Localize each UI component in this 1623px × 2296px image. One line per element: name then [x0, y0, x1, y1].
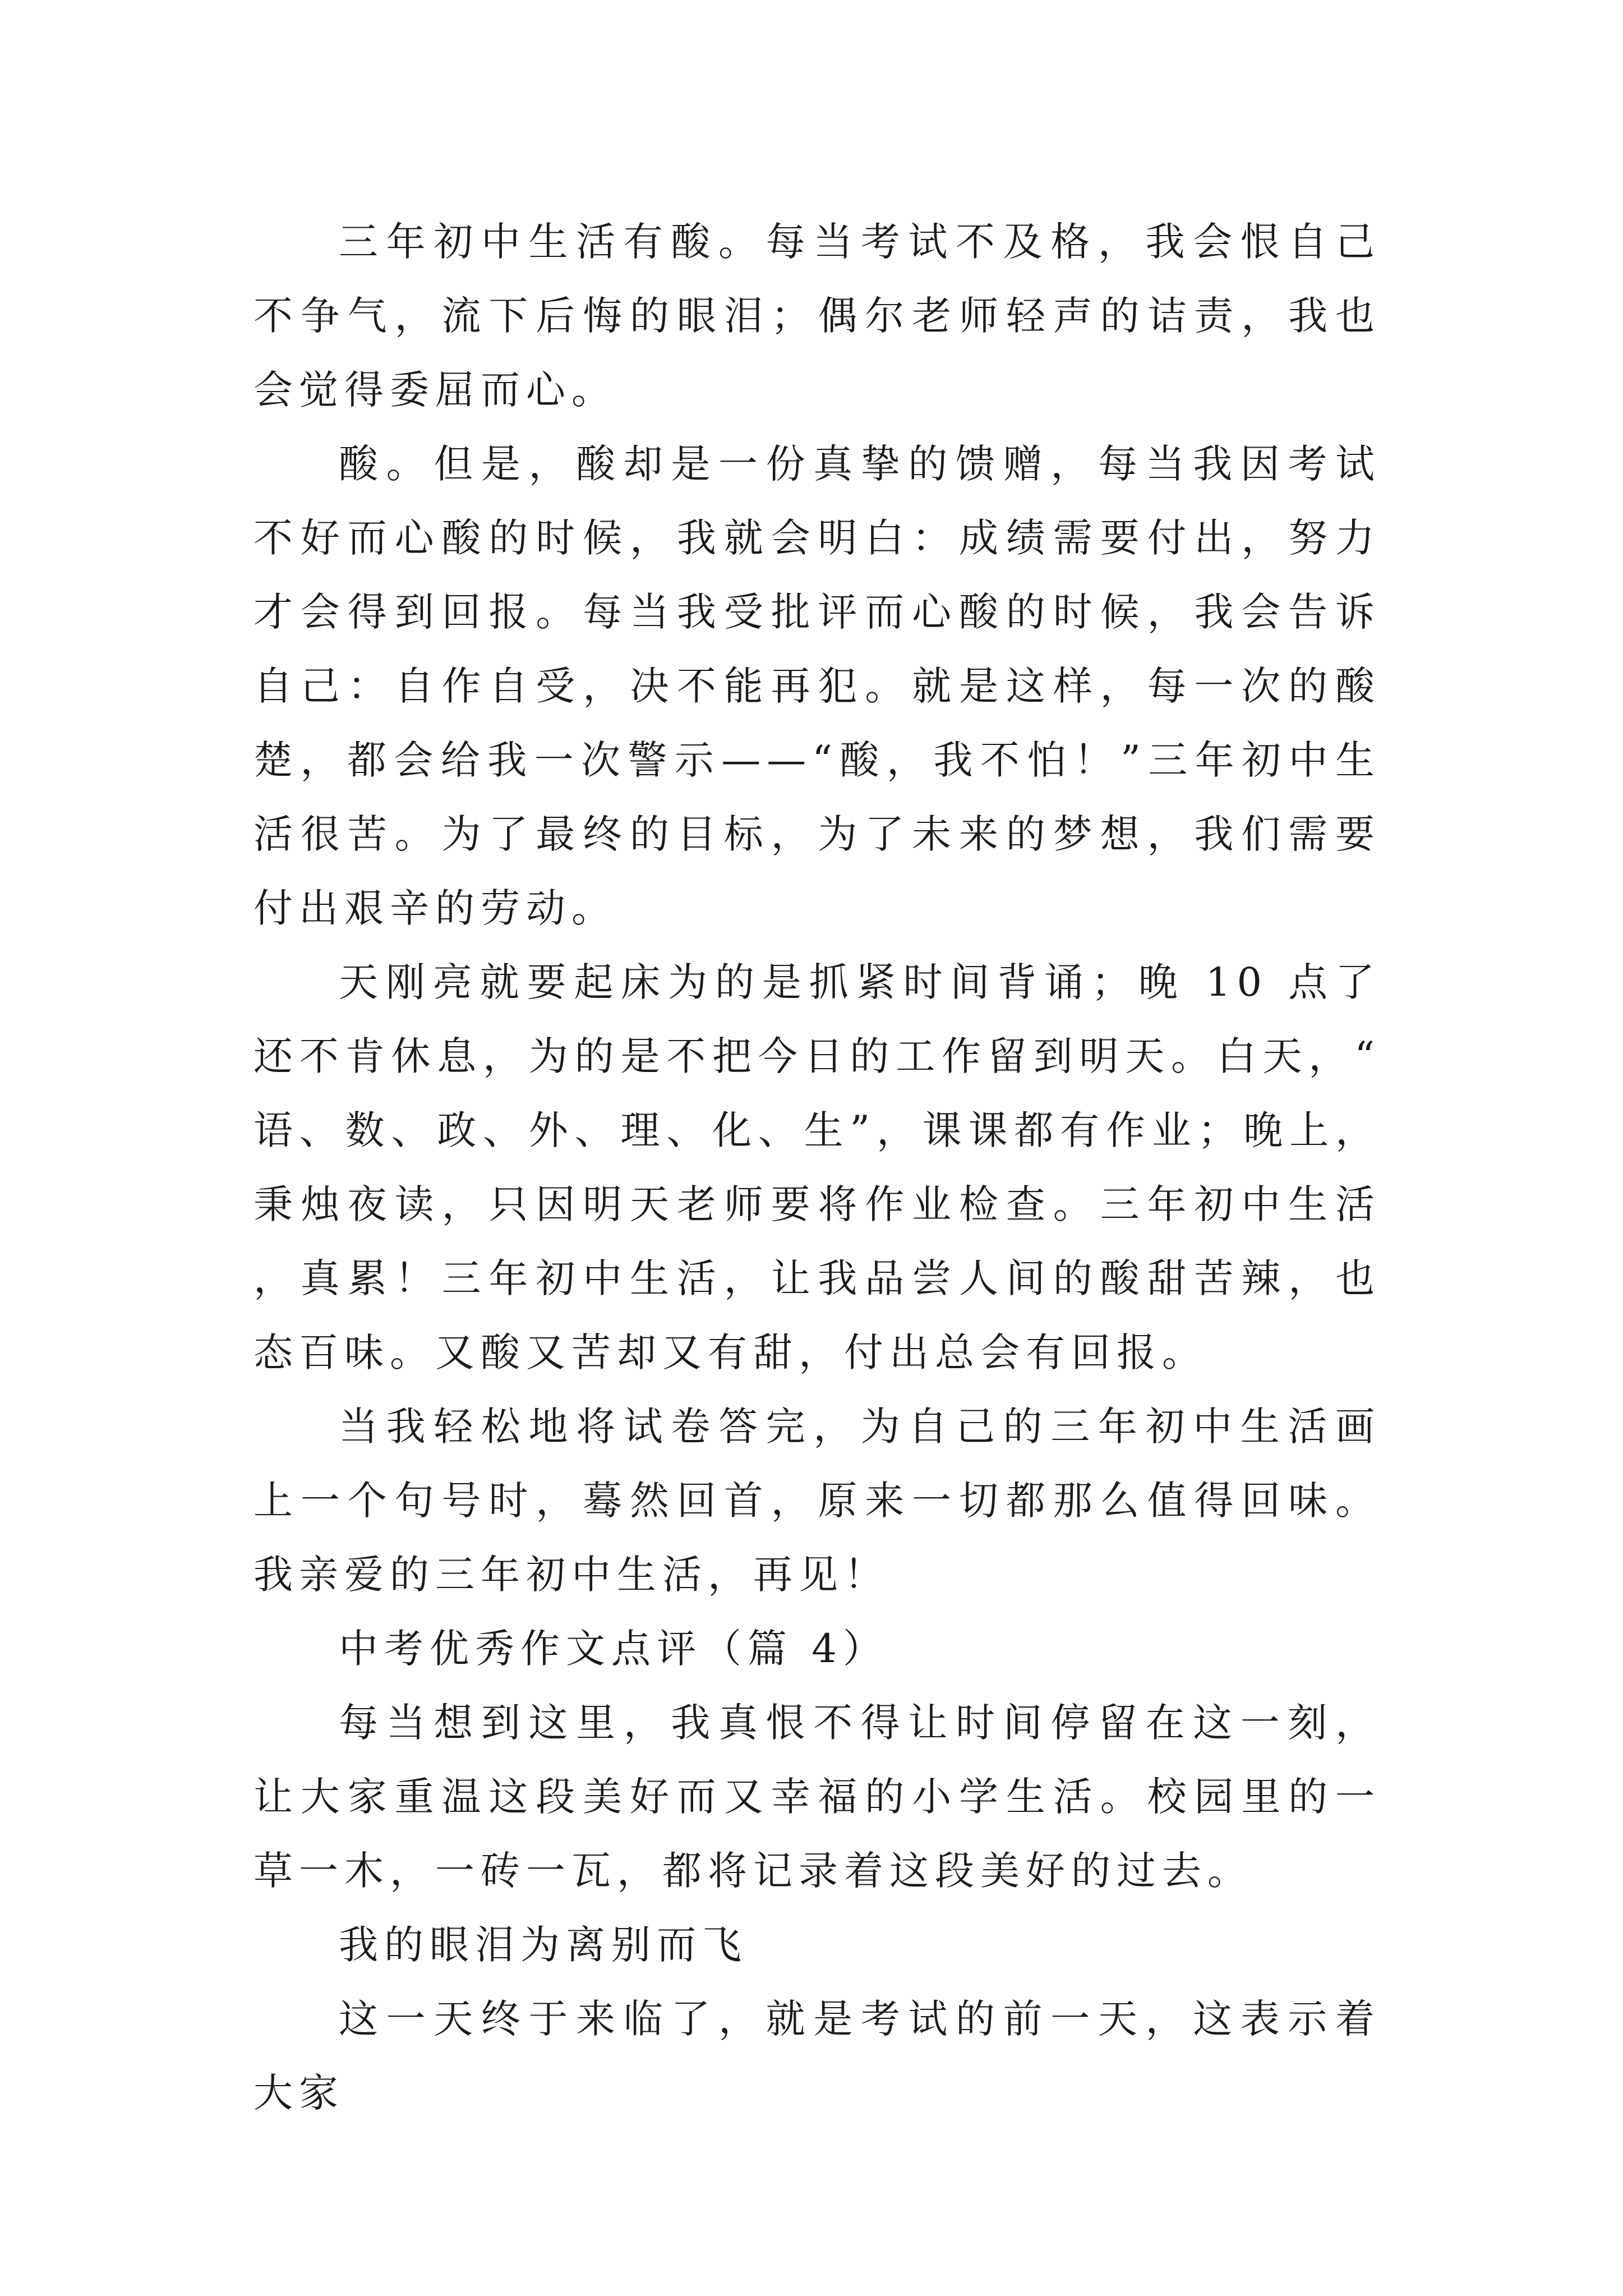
paragraph-memories: 每当想到这里，我真恨不得让时间停留在这一刻，让大家重温这段美好而又幸福的小学生活。校园里的一草一木，一砖一瓦，都将记录着这段美好的过去。: [253, 1700, 1381, 1894]
paragraph-hard-work: 天刚亮就要起床为的是抓紧时间背诵；晚 10 点了还不肯休息，为的是不把今日的工作留到明天。白天，“语、数、政、外、理、化、生”，课课都有作业；晚上，秉烛夜读，只因明天老师要将作业检查。三年初中生活，真累！三年初中生活，让我品尝人间的酸甜苦辣，也态百味。又酸又苦却又有甜，付出总会有回报。: [253, 959, 1381, 1375]
paragraph-sour: 三年初中生活有酸。每当考试不及格，我会恨自己不争气，流下后悔的眼泪；偶尔老师轻声的诘责，我也会觉得委屈而心。: [253, 219, 1381, 413]
paragraph-farewell: 当我轻松地将试卷答完，为自己的三年初中生活画上一个句号时，蓦然回首，原来一切都那么值得回味。我亲爱的三年初中生活，再见！: [253, 1404, 1381, 1598]
paragraph-exam-eve: 这一天终于来临了，就是考试的前一天，这表示着大家: [253, 1996, 1381, 2116]
body-text: [253, 205, 1381, 2130]
essay-title: 我的眼泪为离别而飞: [339, 1922, 748, 1968]
section-heading: 中考优秀作文点评（篇 4）: [339, 1626, 888, 1672]
paragraph-sour-gift: 酸。但是，酸却是一份真挚的馈赠，每当我因考试不好而心酸的时候，我就会明白：成绩需要付出，努力才会得到回报。每当我受批评而心酸的时候，我会告诉自己：自作自受，决不能再犯。就是这样，每一次的酸楚，都会给我一次警示——“酸，我不怕！”三年初中生活很苦。为了最终的目标，为了未来的梦想，我们需要付出艰辛的劳动。: [253, 441, 1381, 931]
